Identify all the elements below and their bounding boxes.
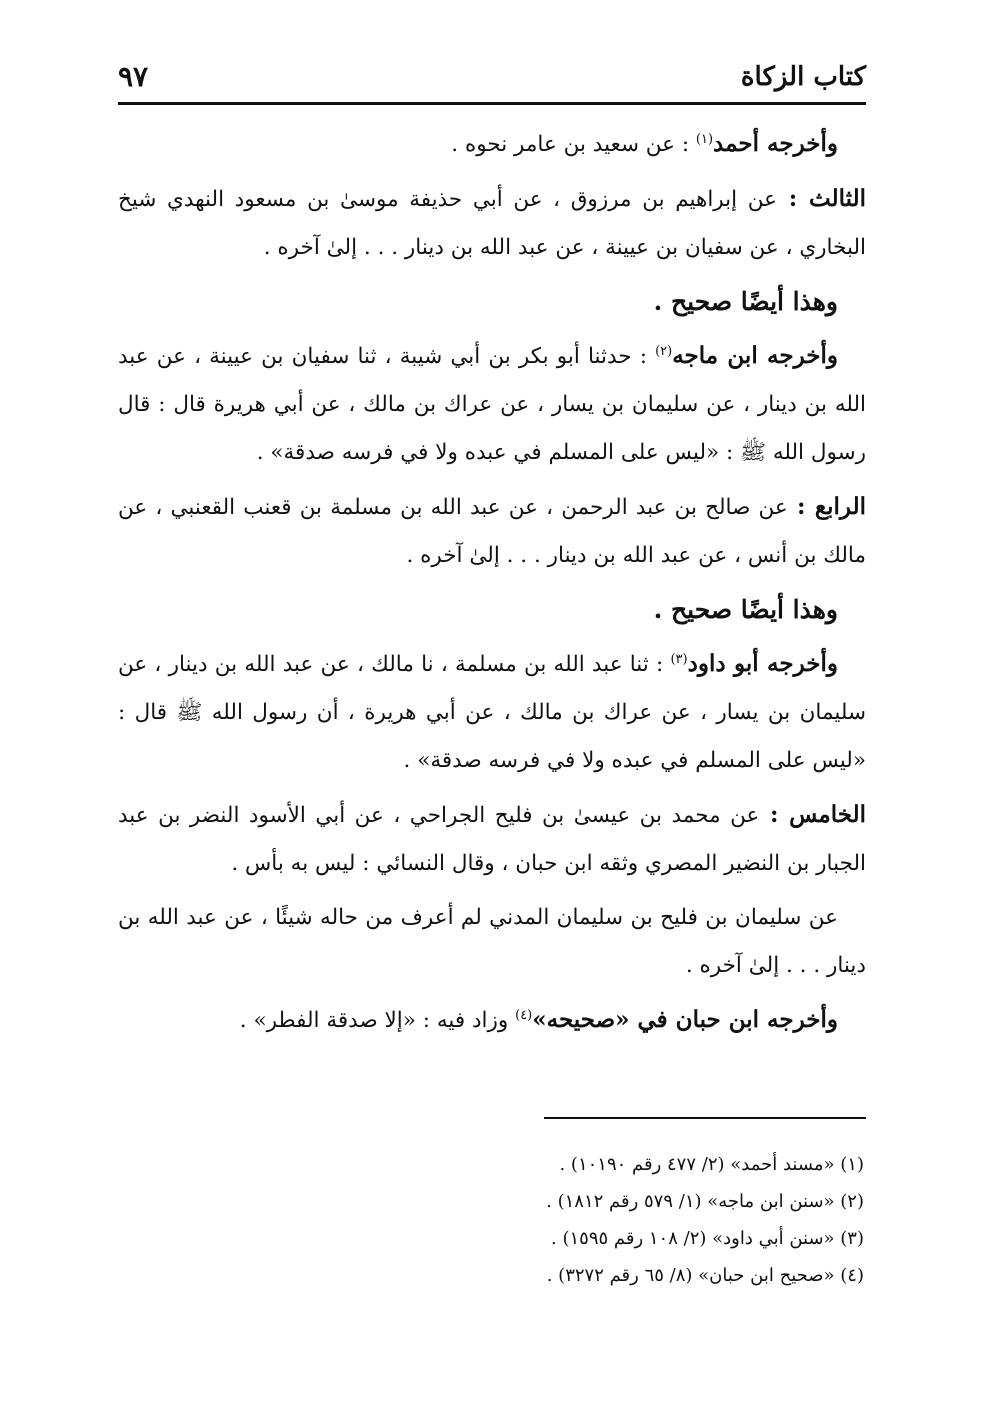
paragraph xyxy=(118,120,866,169)
footnote-ref: (٤) xyxy=(515,1007,533,1023)
paragraph-text: : عن سعيد بن عامر نحوه . xyxy=(451,132,696,157)
footnote: (٤) «صحيح ابن حبان» (٨/ ٦٥ رقم ٣٢٧٢) . xyxy=(546,1265,864,1286)
paragraph-text: عن سليمان بن فليح بن سليمان المدني لم أعرف من حاله شيئًا ، عن عبد الله بن دينار . . . إلىٰ آخره . xyxy=(118,905,866,978)
paragraph-lead: وأخرجه أحمد xyxy=(713,130,838,157)
footnotes xyxy=(118,1146,864,1294)
paragraph-text: : ثنا عبد الله بن مسلمة ، نا مالك ، عن عبد الله بن دينار ، عن سليمان بن يسار ، عن عراك بن مالك ، عن أبي هريرة ، أن رسول الله ﷺ قال : «ليس على المسلم في عبده ولا في فرسه صدقة» . xyxy=(118,652,866,773)
paragraph-text: عن إبراهيم بن مرزوق ، عن أبي حذيفة موسىٰ بن مسعود النهدي شيخ البخاري ، عن سفيان بن عيينة ، عن عبد الله بن دينار . . . إلىٰ آخره . xyxy=(118,187,866,260)
footnote: (٢) «سنن ابن ماجه» (١/ ٥٧٩ رقم ١٨١٢) . xyxy=(546,1191,864,1212)
paragraph-lead: وأخرجه ابن ماجه xyxy=(672,342,838,369)
footnote-ref: (١) xyxy=(695,131,714,147)
section-heading: وهذا أيضًا صحيح . xyxy=(653,287,838,316)
paragraph-text: عن محمد بن عيسىٰ بن فليح الجراحي ، عن أبي الأسود النضر بن عبد الجبار بن النضير المصري وثقه ابن حبان ، وقال النسائي : ليس به بأس . xyxy=(118,803,866,876)
chapter-title: كتاب الزكاة xyxy=(740,62,866,92)
footnote: (١) «مسند أحمد» (٢/ ٤٧٧ رقم ١٠١٩٠) . xyxy=(559,1154,864,1175)
paragraph-lead: وأخرجه أبو داود xyxy=(687,650,839,677)
footnote: (٣) «سنن أبي داود» (٢/ ١٠٨ رقم ١٥٩٥) . xyxy=(551,1228,864,1249)
page-number: ٩٧ xyxy=(118,60,149,93)
paragraph xyxy=(118,996,866,1045)
section-heading: وهذا أيضًا صحيح . xyxy=(653,595,838,624)
paragraph-text: : حدثنا أبو بكر بن أبي شيبة ، ثنا سفيان بن عيينة ، عن عبد الله بن دينار ، عن سليمان بن يسار ، عن عراك بن مالك ، عن أبي هريرة قال : قال رسول الله ﷺ : «ليس على المسلم في عبده ولا في فرسه صدقة» . xyxy=(118,344,866,465)
paragraph-lead: الخامس : xyxy=(759,801,866,828)
paragraph xyxy=(118,791,866,888)
footnote-divider xyxy=(544,1117,866,1119)
paragraph xyxy=(118,483,866,580)
paragraph-text: وزاد فيه : «إلا صدقة الفطر» . xyxy=(239,1008,516,1033)
footnote-ref: (٣) xyxy=(670,651,688,667)
paragraph xyxy=(118,894,866,990)
paragraph-lead: الرابع : xyxy=(787,493,866,520)
page-header xyxy=(118,56,866,105)
paragraph-text: عن صالح بن عبد الرحمن ، عن عبد الله بن مسلمة بن قعنب القعنبي ، عن مالك بن أنس ، عن عبد الله بن دينار . . . إلىٰ آخره . xyxy=(118,495,866,568)
paragraph xyxy=(118,640,866,785)
paragraph xyxy=(118,332,866,477)
paragraph xyxy=(118,175,866,272)
main-text xyxy=(118,120,866,1051)
paragraph-lead: وأخرجه ابن حبان في «صحيحه» xyxy=(532,1006,838,1033)
paragraph-lead: الثالث : xyxy=(776,185,866,212)
footnote-ref: (٢) xyxy=(655,343,673,359)
